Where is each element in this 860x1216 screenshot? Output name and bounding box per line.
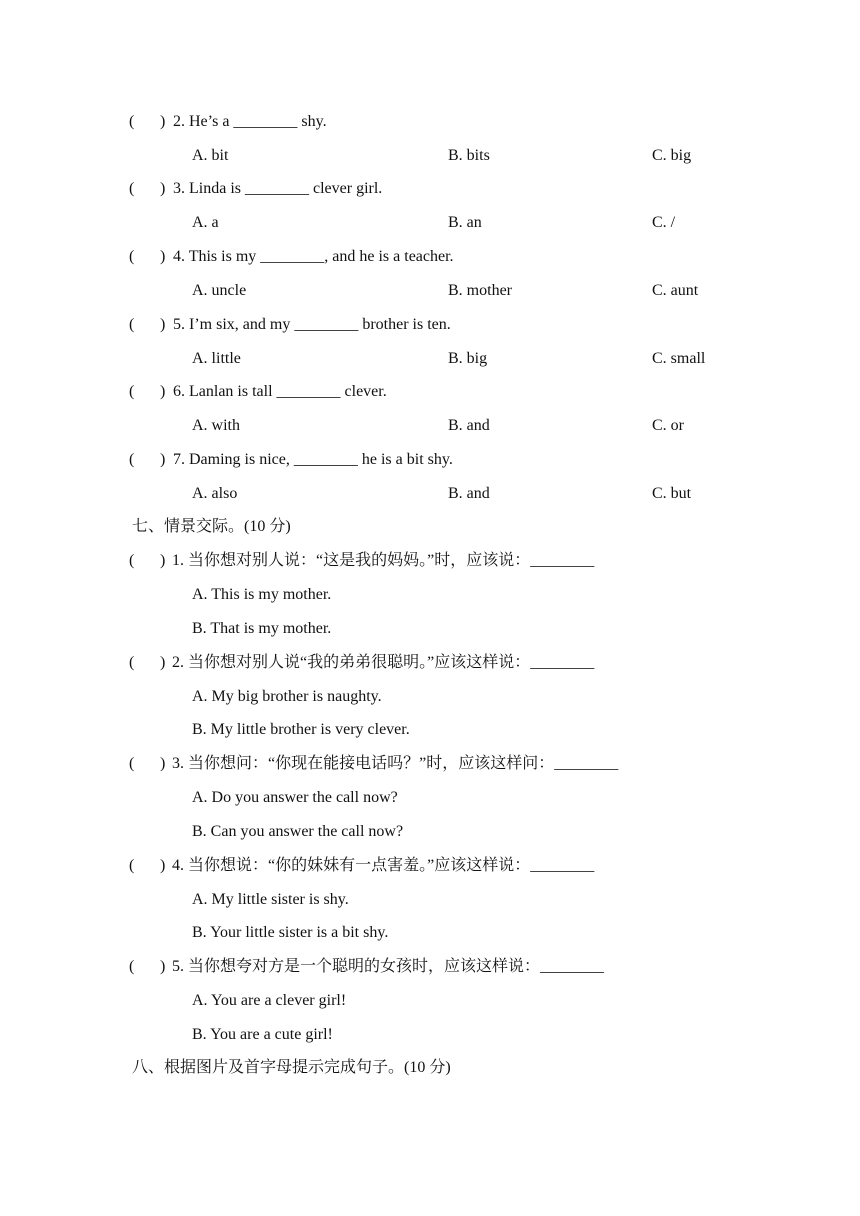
bracket-open: ( xyxy=(129,958,135,975)
question-stem: 5. 当你想夸对方是一个聪明的女孩时，应该这样说：________ xyxy=(172,958,605,975)
bracket-open: ( xyxy=(129,180,135,197)
option-c: C. big xyxy=(652,147,692,164)
bracket-close: ) xyxy=(160,857,166,874)
option-b: B. My little brother is very clever. xyxy=(192,721,410,738)
question-stem: 3. 当你想问：“你现在能接电话吗？”时，应该这样问：________ xyxy=(172,755,619,772)
question-stem: 4. This is my ________, and he is a teacher. xyxy=(173,248,454,265)
bracket-close: ) xyxy=(160,113,166,130)
option-b: B. Can you answer the call now? xyxy=(192,823,404,840)
question-stem: 5. I’m six, and my ________ brother is ten. xyxy=(173,316,451,333)
bracket-open: ( xyxy=(129,857,135,874)
question-stem: 1. 当你想对别人说：“这是我的妈妈。”时，应该说：________ xyxy=(172,552,595,569)
question-stem: 2. 当你想对别人说“我的弟弟很聪明。”应该这样说：________ xyxy=(172,654,595,671)
bracket-open: ( xyxy=(129,654,135,671)
option-a: A. My big brother is naughty. xyxy=(192,688,382,705)
bracket-open: ( xyxy=(129,451,135,468)
option-b: B. mother xyxy=(448,282,512,299)
option-b: B. bits xyxy=(448,147,490,164)
option-a: A. This is my mother. xyxy=(192,586,332,603)
bracket-open: ( xyxy=(129,113,135,130)
option-b: B. an xyxy=(448,214,482,231)
bracket-close: ) xyxy=(160,755,166,772)
question-stem: 3. Linda is ________ clever girl. xyxy=(173,180,383,197)
bracket-open: ( xyxy=(129,383,135,400)
option-a: A. bit xyxy=(192,147,229,164)
option-c: C. aunt xyxy=(652,282,699,299)
section-8-title: 八、根据图片及首字母提示完成句子。(10 分) xyxy=(132,1059,451,1076)
bracket-close: ) xyxy=(160,383,166,400)
question-stem: 6. Lanlan is tall ________ clever. xyxy=(173,383,387,400)
option-a: A. little xyxy=(192,350,241,367)
option-b: B. and xyxy=(448,417,490,434)
option-c: C. small xyxy=(652,350,706,367)
bracket-close: ) xyxy=(160,451,166,468)
option-c: C. / xyxy=(652,214,676,231)
bracket-close: ) xyxy=(160,654,166,671)
bracket-close: ) xyxy=(160,552,166,569)
bracket-open: ( xyxy=(129,316,135,333)
bracket-close: ) xyxy=(160,248,166,265)
option-a: A. uncle xyxy=(192,282,247,299)
option-a: A. My little sister is shy. xyxy=(192,891,349,908)
bracket-close: ) xyxy=(160,958,166,975)
option-a: A. with xyxy=(192,417,240,434)
option-a: A. also xyxy=(192,485,238,502)
option-b: B. big xyxy=(448,350,488,367)
bracket-open: ( xyxy=(129,552,135,569)
option-a: A. Do you answer the call now? xyxy=(192,789,398,806)
option-b: B. Your little sister is a bit shy. xyxy=(192,924,389,941)
question-stem: 4. 当你想说：“你的妹妹有一点害羞。”应该这样说：________ xyxy=(172,857,595,874)
option-b: B. You are a cute girl! xyxy=(192,1026,333,1043)
option-b: B. That is my mother. xyxy=(192,620,332,637)
bracket-open: ( xyxy=(129,248,135,265)
bracket-close: ) xyxy=(160,316,166,333)
option-c: C. but xyxy=(652,485,692,502)
option-c: C. or xyxy=(652,417,684,434)
bracket-close: ) xyxy=(160,180,166,197)
option-a: A. You are a clever girl! xyxy=(192,992,347,1009)
option-a: A. a xyxy=(192,214,219,231)
option-b: B. and xyxy=(448,485,490,502)
bracket-open: ( xyxy=(129,755,135,772)
section-7-title: 七、情景交际。(10 分) xyxy=(132,518,291,535)
question-stem: 2. He’s a ________ shy. xyxy=(173,113,327,130)
question-stem: 7. Daming is nice, ________ he is a bit shy. xyxy=(173,451,453,468)
